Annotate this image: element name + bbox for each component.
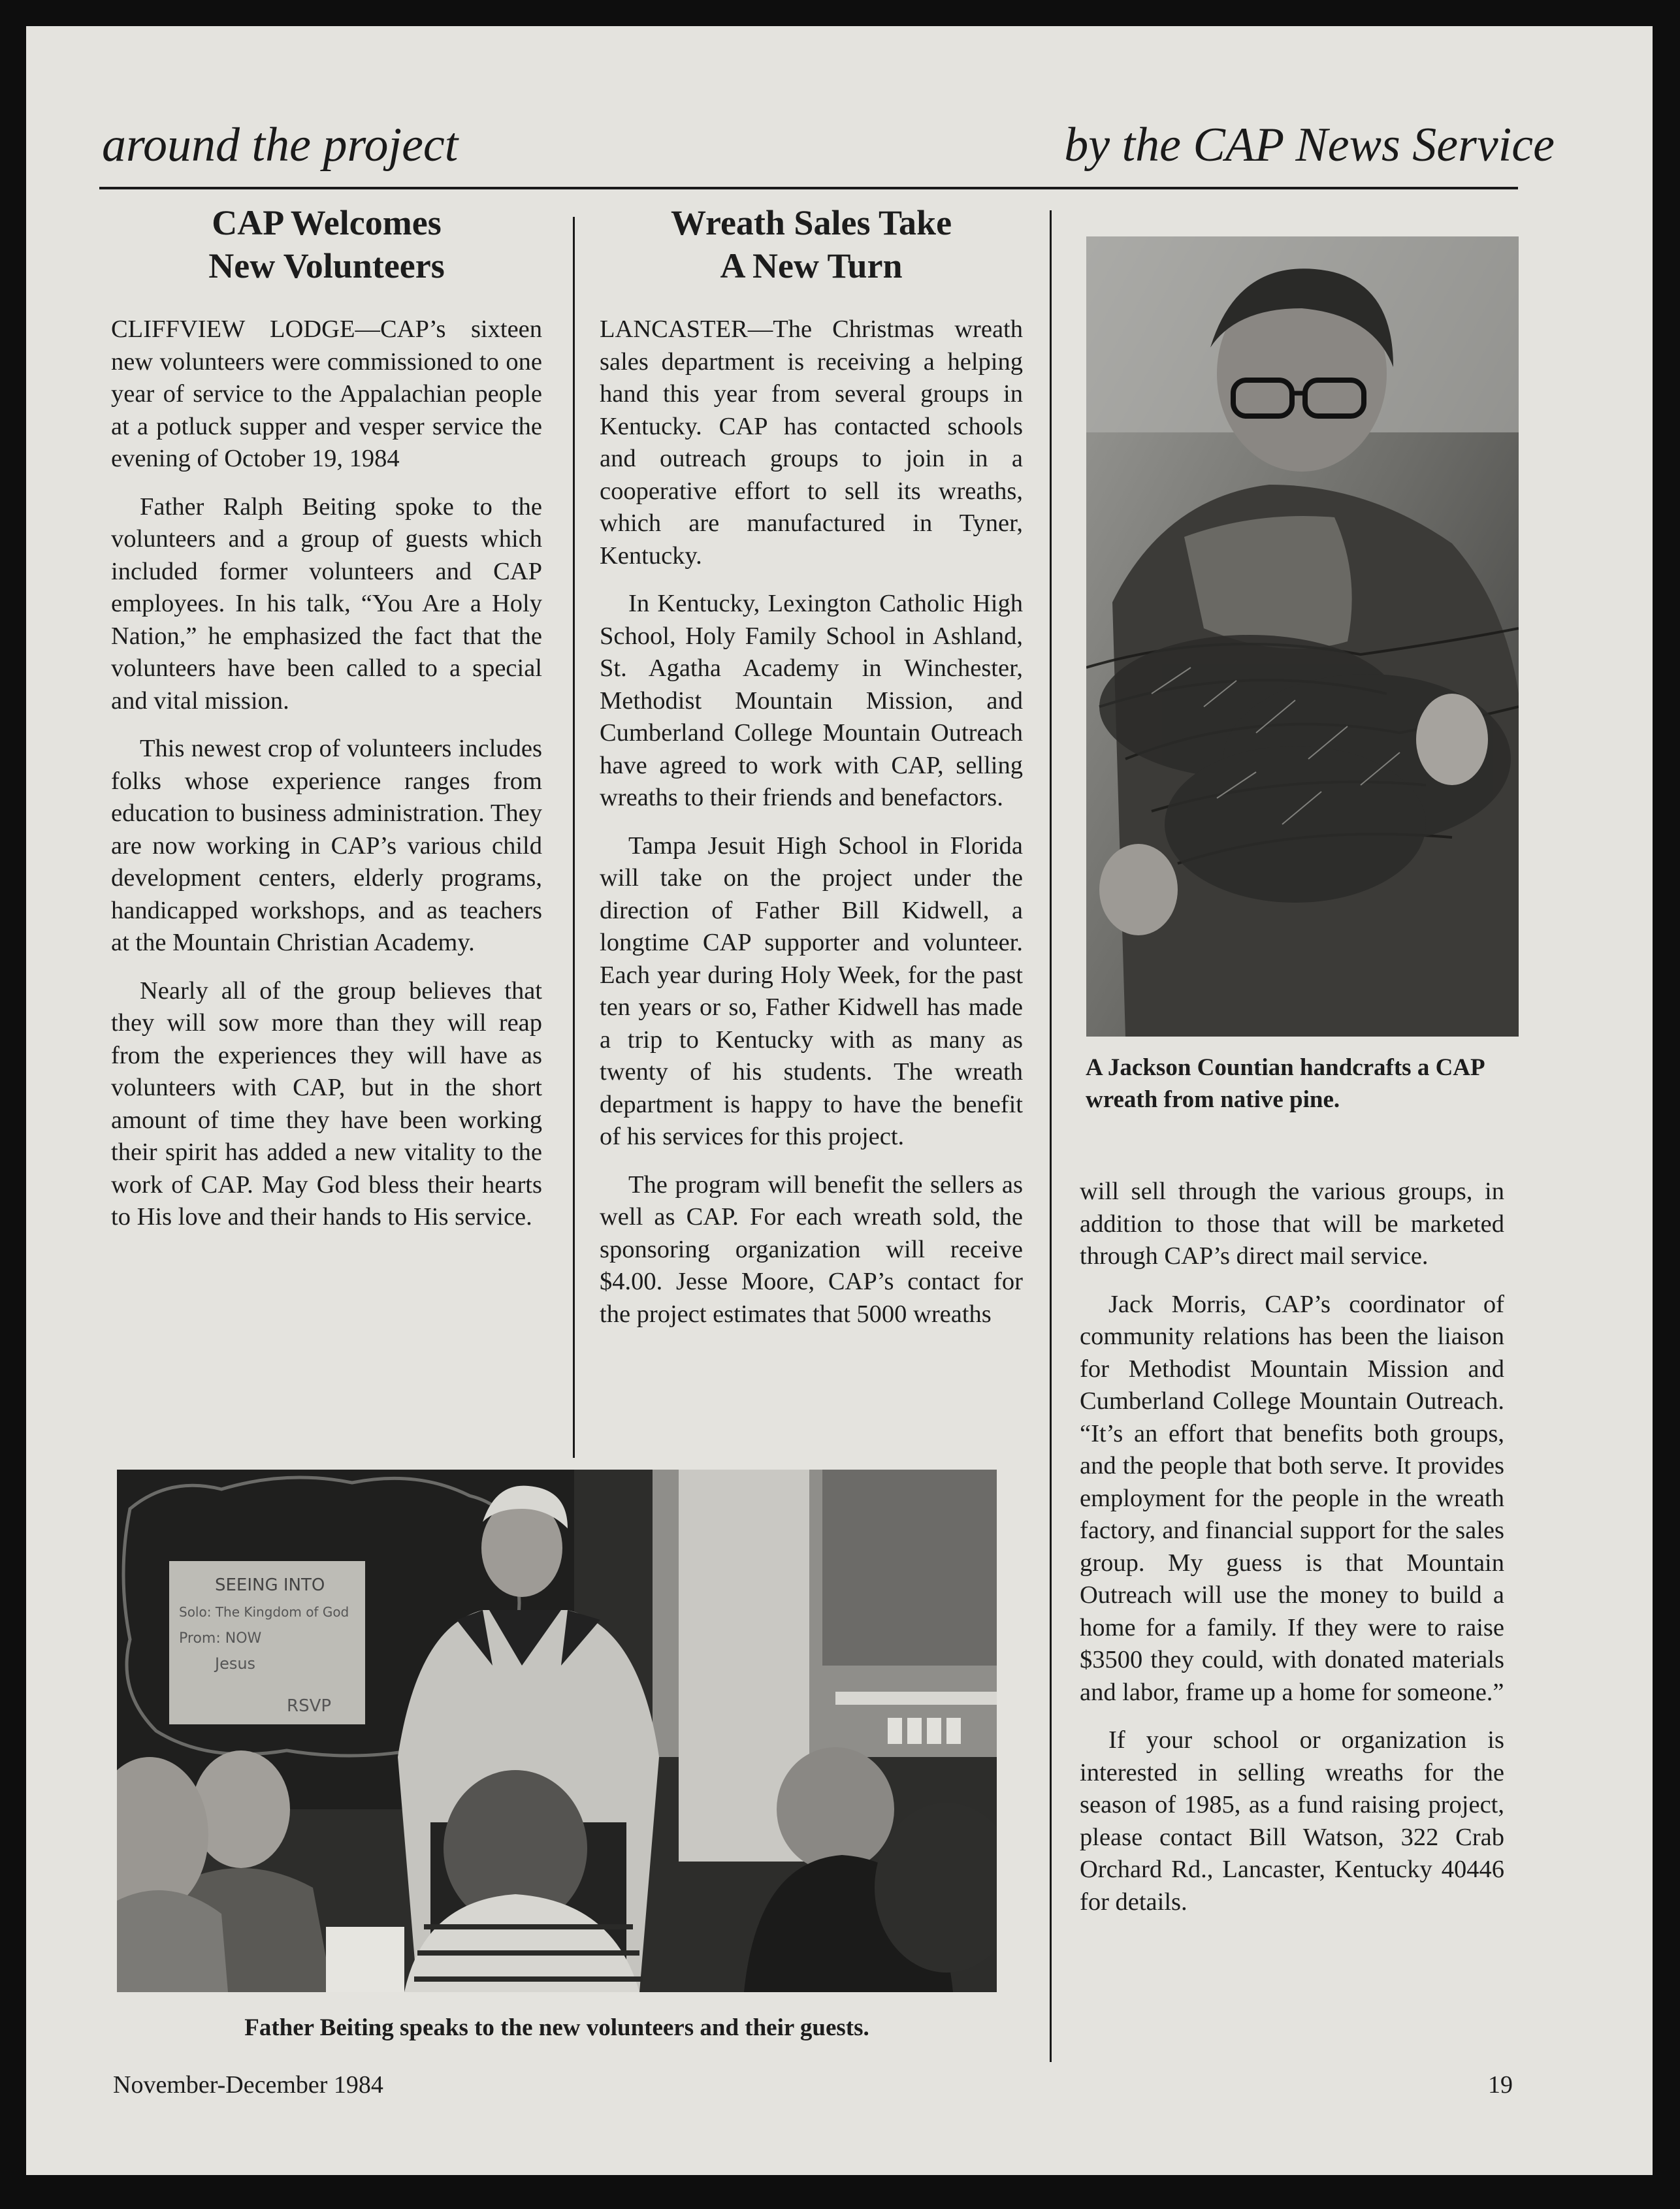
article-body: [600, 314, 1023, 1330]
magazine-page: [26, 26, 1653, 2175]
column-divider-left: [573, 217, 575, 1458]
paragraph: CLIFFVIEW LODGE—CAP’s sixteen new volunteers were commissioned to one year of service to the Appalachian people at a potluck supper and vesper service the evening of October 19, 1984: [111, 315, 542, 472]
headline-line: A New Turn: [720, 246, 903, 285]
headline-line: CAP Welcomes: [212, 203, 442, 242]
paragraph: LANCASTER—The Christmas wreath sales department is receiving a helping hand this year from several groups in Kentucky. CAP has contacted schools and outreach groups to join in a cooperative effort to sell its wreaths, which are manufactured in Tyner, Kentucky.: [600, 315, 1023, 570]
chalkboard-line: Solo: The Kingdom of God: [179, 1604, 349, 1620]
photo-wreath-caption: A Jackson Countian handcrafts a CAP wreath from native pine.: [1086, 1054, 1484, 1113]
chalkboard-line: RSVP: [287, 1696, 332, 1716]
byline: by the CAP News Service: [1064, 118, 1555, 172]
photo-wreath-maker: [1086, 236, 1519, 1037]
photo-father-beiting: [117, 1470, 997, 1992]
header-rule: [99, 187, 1518, 189]
article-body: [111, 314, 542, 1234]
paragraph: In Kentucky, Lexington Catholic High School, Holy Family School in Ashland, St. Agatha Academy in Winchester, Methodist Mountain Mission, and Cumberland College Mountain Outreach have agreed to work with CAP, selling wreaths to their friends and benefactors.: [600, 590, 1023, 811]
paragraph: If your school or organization is interested in selling wreaths for the season of 1985, as a fund raising project, please contact Bill Watson, 322 Crab Orchard Rd., Lancaster, Kentucky 40446 for details.: [1080, 1726, 1504, 1916]
paragraph: will sell through the various groups, in addition to those that will be marketed through CAP’s direct mail service.: [1080, 1178, 1504, 1270]
article-wreath-sales: [600, 201, 1023, 1346]
article-headline: [600, 201, 1023, 287]
paragraph: This newest crop of volunteers includes folks whose experience ranges from education to business administration. They are now working in CAP’s various child development centers, elderly programs, handicapped workshops, and as teachers at the Mountain Christian Academy.: [111, 735, 542, 956]
headline-line: Wreath Sales Take: [670, 203, 952, 242]
chalkboard-line: Prom: NOW: [179, 1630, 262, 1647]
photo-wreath-maker-image: [1086, 236, 1519, 1037]
column-divider-right: [1050, 210, 1052, 2062]
photo-father-beiting-image: [117, 1470, 997, 1992]
article-headline: [111, 201, 542, 287]
section-title: around the project: [102, 118, 459, 172]
paragraph: The program will benefit the sellers as well as CAP. For each wreath sold, the sponsoring organization will receive $4.00. Jesse Moore, CAP’s contact for the project estimates that 5000 wreaths: [600, 1170, 1023, 1328]
headline-line: New Volunteers: [208, 246, 445, 285]
chalkboard-heading: SEEING INTO: [215, 1575, 325, 1595]
paragraph: Father Ralph Beiting spoke to the volunteers and a group of guests which included former volunteers and CAP employees. In his talk, “You Are a Holy Nation,” he emphasized the fact that the volunteers have been called to a special and vital mission.: [111, 492, 542, 715]
page-number: 19: [1488, 2071, 1513, 2099]
paragraph: Tampa Jesuit High School in Florida will take on the project under the direction of Father Bill Kidwell, a longtime CAP supporter and volunteer. Each year during Holy Week, for the past ten years or so, Father Kidwell has made a trip to Kentucky with as many as twenty of his students. The wreath department is happy to have the benefit of his services for this project.: [600, 831, 1023, 1150]
issue-date: November-December 1984: [113, 2071, 383, 2099]
article-volunteers: [111, 201, 542, 1250]
chalkboard-line: Jesus: [215, 1654, 256, 1673]
paragraph: Jack Morris, CAP’s coordinator of community relations has been the liaison for Methodist Mountain Mission and Cumberland College Mountain Outreach. “It’s an effort that benefits both groups, and the people that both serve. It provides employment for the people in the wreath factory, and financial support for the sales group. My guess is that Mountain Outreach will use the money to build a home for a family. If they were to raise $3500 they could, with donated materials and labor, frame up a home for someone.”: [1080, 1290, 1504, 1706]
article-wreath-continued: [1080, 1176, 1504, 1934]
paragraph: Nearly all of the group believes that they will sow more than they will reap from the experiences they will have as volunteers with CAP, but in the short amount of time they have been working their spirit has added a new vitality to the work of CAP. May God bless their hearts to His love and their hands to His service.: [111, 976, 542, 1231]
photo-beiting-caption: Father Beiting speaks to the new volunteers and their guests.: [244, 2014, 869, 2041]
